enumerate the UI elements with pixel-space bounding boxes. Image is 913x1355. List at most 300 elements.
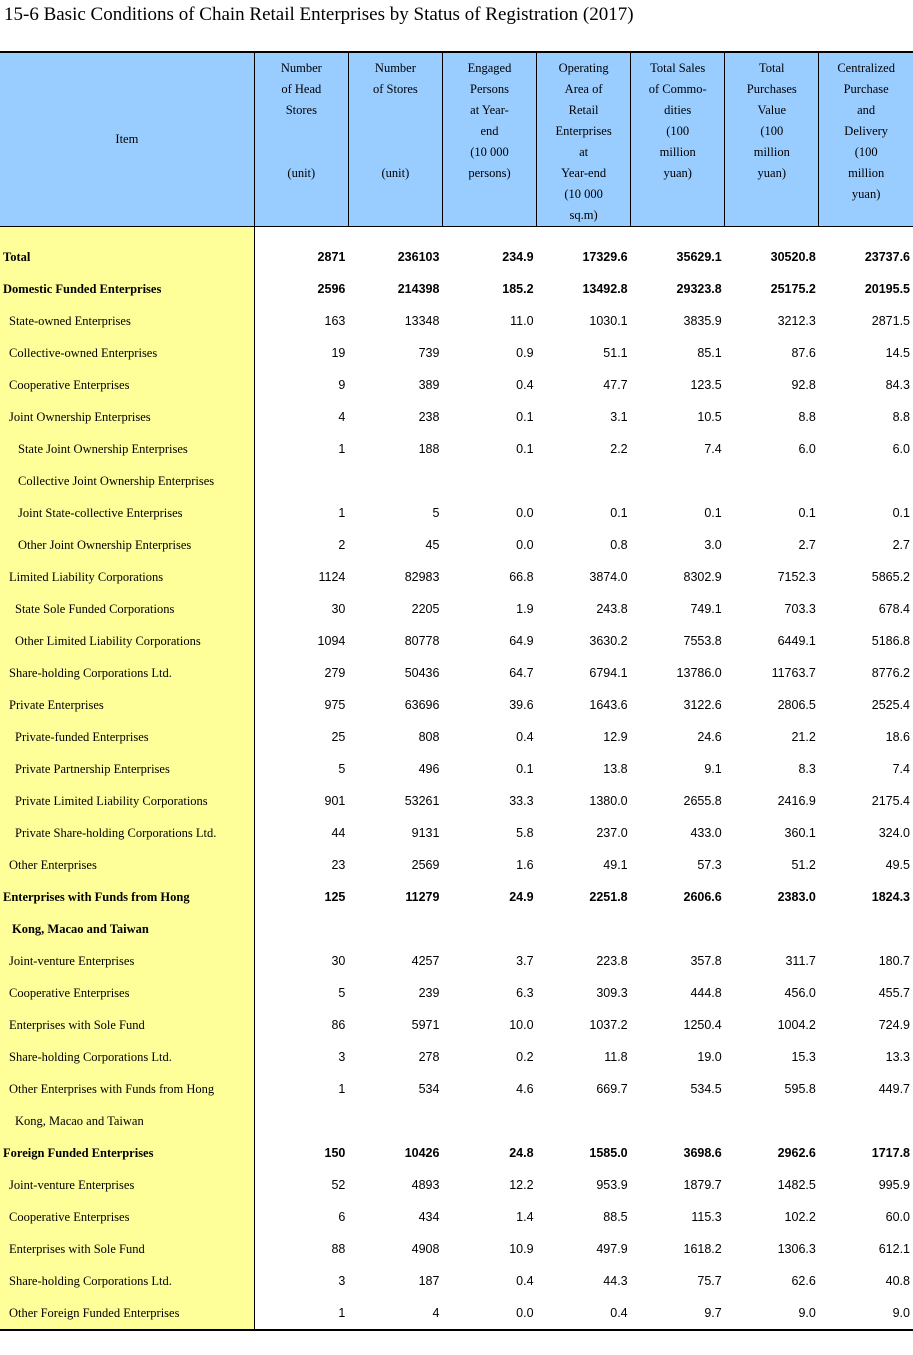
- row-label: Enterprises with Funds from Hong: [0, 881, 254, 913]
- cell-value: 357.8: [690, 954, 722, 968]
- cell-value: 2596: [254, 273, 348, 305]
- row-label: Cooperative Enterprises: [0, 369, 254, 401]
- cell-value: 53261: [404, 794, 440, 808]
- table-row: [0, 561, 913, 593]
- header-line: (100: [666, 124, 690, 138]
- data-table: [0, 51, 913, 1331]
- cell-value: 30520.8: [770, 250, 816, 264]
- row-label: Share-holding Corporations Ltd.: [0, 1265, 254, 1297]
- cell-value: 3122.6: [683, 698, 722, 712]
- header-line: Purchases: [746, 82, 797, 96]
- cell-value: 0.8: [610, 538, 628, 552]
- cell-value: 1306.3: [777, 1242, 816, 1256]
- cell-value: [537, 465, 631, 497]
- cell-value: 669.7: [596, 1082, 628, 1096]
- cell-value: 51.1: [603, 346, 628, 360]
- header-line: yuan): [663, 166, 692, 180]
- cell-value: 13.3: [885, 1050, 910, 1064]
- cell-value: [725, 1105, 819, 1137]
- row-label: Private Enterprises: [0, 689, 254, 721]
- cell-value: 2.7: [798, 538, 816, 552]
- cell-value: 84.3: [885, 378, 910, 392]
- cell-value: 360.1: [784, 826, 816, 840]
- cell-value: 901: [254, 785, 348, 817]
- cell-value: 2.2: [610, 442, 628, 456]
- table-row: [0, 977, 913, 1009]
- cell-value: 975: [254, 689, 348, 721]
- row-label: Share-holding Corporations Ltd.: [0, 1041, 254, 1073]
- cell-value: 3630.2: [589, 634, 628, 648]
- cell-value: 49.1: [603, 858, 628, 872]
- cell-value: 19: [254, 337, 348, 369]
- cell-value: [537, 1105, 631, 1137]
- row-label: Total: [0, 241, 254, 273]
- cell-value: 24.9: [509, 890, 534, 904]
- cell-value: 8.8: [798, 410, 816, 424]
- cell-value: 703.3: [784, 602, 816, 616]
- cell-value: 1380.0: [589, 794, 628, 808]
- cell-value: 0.1: [516, 410, 534, 424]
- cell-value: 0.1: [516, 762, 534, 776]
- cell-value: 0.0: [442, 1297, 536, 1330]
- cell-value: 23: [254, 849, 348, 881]
- cell-value: 1037.2: [589, 1018, 628, 1032]
- table-row: [0, 305, 913, 337]
- header-line: at Year-: [470, 103, 509, 117]
- cell-value: 1: [254, 1073, 348, 1105]
- cell-value: 8776.2: [871, 666, 910, 680]
- header-line: (10 000: [470, 145, 509, 159]
- cell-value: 6.3: [516, 986, 534, 1000]
- header-line: persons): [468, 166, 511, 180]
- table-row: [0, 337, 913, 369]
- cell-value: 1824.3: [871, 890, 910, 904]
- cell-value: 2251.8: [589, 890, 628, 904]
- cell-value: 3874.0: [589, 570, 628, 584]
- cell-value: 163: [254, 305, 348, 337]
- cell-value: 1124: [254, 561, 348, 593]
- cell-value: 62.6: [791, 1274, 816, 1288]
- cell-value: 1585.0: [589, 1146, 628, 1160]
- cell-value: 25175.2: [770, 282, 816, 296]
- table-row: [0, 913, 913, 945]
- table-row: [0, 1201, 913, 1233]
- cell-value: 6.0: [798, 442, 816, 456]
- table-row: [0, 465, 913, 497]
- header-line: end: [480, 124, 499, 138]
- cell-value: 1: [254, 1297, 348, 1330]
- cell-value: 1.6: [516, 858, 534, 872]
- cell-value: 45: [425, 538, 440, 552]
- row-label: State Joint Ownership Enterprises: [0, 433, 254, 465]
- cell-value: 1030.1: [589, 314, 628, 328]
- row-label: Private-funded Enterprises: [0, 721, 254, 753]
- cell-value: 49.5: [885, 858, 910, 872]
- header-col-6: [819, 52, 913, 227]
- cell-value: 497.9: [596, 1242, 628, 1256]
- cell-value: 1643.6: [589, 698, 628, 712]
- cell-value: 1482.5: [777, 1178, 816, 1192]
- header-line: yuan): [851, 187, 881, 201]
- header-line: Total: [759, 61, 785, 75]
- cell-value: 50436: [404, 666, 440, 680]
- header-line: Centralized: [837, 61, 895, 75]
- header-line: million: [659, 145, 696, 159]
- header-col-0: [254, 52, 348, 227]
- cell-value: 0.4: [516, 730, 534, 744]
- cell-value: 123.5: [690, 378, 722, 392]
- header-line: [257, 121, 346, 142]
- header-line: Number: [374, 61, 416, 75]
- row-label: Other Joint Ownership Enterprises: [0, 529, 254, 561]
- cell-value: 1: [254, 497, 348, 529]
- cell-value: [442, 1105, 536, 1137]
- cell-value: 23737.6: [864, 250, 910, 264]
- cell-value: [631, 465, 725, 497]
- cell-value: 7152.3: [777, 570, 816, 584]
- cell-value: 13.8: [603, 762, 628, 776]
- header-line: Area of: [564, 82, 603, 96]
- table-row: [0, 945, 913, 977]
- header-line: of Commo-: [648, 82, 707, 96]
- table-row: [0, 849, 913, 881]
- header-line: Persons: [470, 82, 509, 96]
- table-row: [0, 241, 913, 273]
- cell-value: 18.6: [885, 730, 910, 744]
- cell-value: 455.7: [878, 986, 910, 1000]
- table-row: [0, 1137, 913, 1169]
- cell-value: [725, 913, 819, 945]
- table-row: [0, 497, 913, 529]
- cell-value: 12.9: [603, 730, 628, 744]
- cell-value: 30: [254, 945, 348, 977]
- cell-value: 5: [432, 506, 440, 520]
- cell-value: 236103: [397, 250, 440, 264]
- spacer-cell: [631, 227, 725, 242]
- header-col-3: [537, 52, 631, 227]
- row-label: Cooperative Enterprises: [0, 1201, 254, 1233]
- cell-value: 10426: [404, 1146, 440, 1160]
- row-label: Other Foreign Funded Enterprises: [0, 1297, 254, 1330]
- row-label: Joint-venture Enterprises: [0, 1169, 254, 1201]
- header-line: Total Sales: [650, 61, 706, 75]
- table-body: [0, 227, 913, 1331]
- cell-value: 389: [418, 378, 440, 392]
- cell-value: 739: [418, 346, 440, 360]
- cell-value: 234.9: [502, 250, 534, 264]
- cell-value: [442, 913, 536, 945]
- table-row: [0, 817, 913, 849]
- cell-value: 278: [418, 1050, 440, 1064]
- header-line: (unit): [287, 166, 316, 180]
- spacer-cell: [0, 227, 254, 242]
- cell-value: 52: [254, 1169, 348, 1201]
- cell-value: 456.0: [784, 986, 816, 1000]
- cell-value: 180.7: [878, 954, 910, 968]
- cell-value: 2175.4: [871, 794, 910, 808]
- cell-value: 2569: [411, 858, 440, 872]
- cell-value: 2383.0: [777, 890, 816, 904]
- cell-value: 2871: [254, 241, 348, 273]
- cell-value: 51.2: [791, 858, 816, 872]
- cell-value: 223.8: [596, 954, 628, 968]
- cell-value: 10.0: [509, 1018, 534, 1032]
- cell-value: [254, 1105, 348, 1137]
- row-label: Joint State-collective Enterprises: [0, 497, 254, 529]
- cell-value: 6.0: [892, 442, 910, 456]
- cell-value: 0.4: [537, 1297, 631, 1330]
- cell-value: 57.3: [697, 858, 722, 872]
- cell-value: 534: [418, 1082, 440, 1096]
- header-line: [351, 142, 440, 163]
- row-label: Kong, Macao and Taiwan: [0, 913, 254, 945]
- row-label: Collective Joint Ownership Enterprises: [0, 465, 254, 497]
- row-label: Foreign Funded Enterprises: [0, 1137, 254, 1169]
- cell-value: 9131: [411, 826, 440, 840]
- cell-value: 2606.6: [683, 890, 722, 904]
- cell-value: 6449.1: [777, 634, 816, 648]
- spacer-cell: [725, 227, 819, 242]
- table-row: [0, 1169, 913, 1201]
- header-line: [351, 100, 440, 121]
- cell-value: 102.2: [784, 1210, 816, 1224]
- cell-value: 324.0: [878, 826, 910, 840]
- cell-value: 237.0: [596, 826, 628, 840]
- cell-value: 5: [254, 977, 348, 1009]
- cell-value: 33.3: [509, 794, 534, 808]
- table-row: [0, 785, 913, 817]
- header-line: million: [848, 166, 885, 180]
- cell-value: 11763.7: [771, 666, 816, 680]
- cell-value: 279: [254, 657, 348, 689]
- cell-value: 1250.4: [683, 1018, 722, 1032]
- cell-value: 5.8: [516, 826, 534, 840]
- cell-value: 1004.2: [777, 1018, 816, 1032]
- cell-value: 612.1: [878, 1242, 910, 1256]
- cell-value: 0.9: [516, 346, 534, 360]
- cell-value: 2416.9: [777, 794, 816, 808]
- header-line: (100: [854, 145, 878, 159]
- row-label: Share-holding Corporations Ltd.: [0, 657, 254, 689]
- cell-value: 1717.8: [871, 1146, 910, 1160]
- table-row: [0, 689, 913, 721]
- cell-value: 0.1: [610, 506, 628, 520]
- header-line: [257, 142, 346, 163]
- header-line: Retail: [568, 103, 599, 117]
- cell-value: 9: [254, 369, 348, 401]
- cell-value: 3698.6: [683, 1146, 722, 1160]
- cell-value: 60.0: [885, 1210, 910, 1224]
- cell-value: [348, 1105, 442, 1137]
- cell-value: [819, 1105, 913, 1137]
- cell-value: 8302.9: [683, 570, 722, 584]
- row-label: Kong, Macao and Taiwan: [0, 1105, 254, 1137]
- table-row: [0, 529, 913, 561]
- cell-value: 3212.3: [777, 314, 816, 328]
- row-label: Other Enterprises: [0, 849, 254, 881]
- cell-value: 7553.8: [683, 634, 722, 648]
- cell-value: 7.4: [704, 442, 722, 456]
- cell-value: 4: [348, 1297, 442, 1330]
- table-row: [0, 721, 913, 753]
- header-line: Stores: [285, 103, 317, 117]
- spacer-row: [0, 227, 913, 242]
- row-label: Joint Ownership Enterprises: [0, 401, 254, 433]
- cell-value: 47.7: [603, 378, 628, 392]
- header-line: Delivery: [844, 124, 889, 138]
- cell-value: 1094: [254, 625, 348, 657]
- cell-value: 3.0: [704, 538, 722, 552]
- table-row: [0, 1233, 913, 1265]
- cell-value: 8.8: [892, 410, 910, 424]
- cell-value: 3: [254, 1265, 348, 1297]
- cell-value: 0.2: [516, 1050, 534, 1064]
- cell-value: 3.7: [516, 954, 534, 968]
- cell-value: 63696: [404, 698, 440, 712]
- cell-value: 5: [254, 753, 348, 785]
- cell-value: 4908: [411, 1242, 440, 1256]
- cell-value: 88.5: [603, 1210, 628, 1224]
- header-row: [0, 52, 913, 227]
- cell-value: [819, 913, 913, 945]
- table-row: [0, 1265, 913, 1297]
- cell-value: 9.0: [725, 1297, 819, 1330]
- cell-value: 3.1: [610, 410, 628, 424]
- cell-value: 44.3: [603, 1274, 628, 1288]
- cell-value: 30: [254, 593, 348, 625]
- header-line: dities: [664, 103, 692, 117]
- cell-value: 44: [254, 817, 348, 849]
- cell-value: 749.1: [690, 602, 722, 616]
- cell-value: 0.0: [516, 506, 534, 520]
- cell-value: 5865.2: [871, 570, 910, 584]
- header-col-4: [631, 52, 725, 227]
- row-label: Limited Liability Corporations: [0, 561, 254, 593]
- cell-value: [254, 465, 348, 497]
- header-item: Item: [0, 52, 254, 227]
- header-line: and: [857, 103, 876, 117]
- cell-value: 125: [254, 881, 348, 913]
- cell-value: 85.1: [697, 346, 722, 360]
- row-label: Private Share-holding Corporations Ltd.: [0, 817, 254, 849]
- spacer-cell: [442, 227, 536, 242]
- cell-value: 238: [418, 410, 440, 424]
- spacer-cell: [819, 227, 913, 242]
- table-row: [0, 273, 913, 305]
- header-line: of Head: [281, 82, 322, 96]
- cell-value: 678.4: [878, 602, 910, 616]
- cell-value: 2655.8: [683, 794, 722, 808]
- table-row: [0, 881, 913, 913]
- cell-value: 66.8: [509, 570, 534, 584]
- table-row: [0, 625, 913, 657]
- spacer-cell: [348, 227, 442, 242]
- row-label: State-owned Enterprises: [0, 305, 254, 337]
- cell-value: 86: [254, 1009, 348, 1041]
- cell-value: 24.8: [509, 1146, 534, 1160]
- header-line: yuan): [757, 166, 787, 180]
- cell-value: 0.1: [798, 506, 816, 520]
- table-header: [0, 52, 913, 227]
- row-label: Private Limited Liability Corporations: [0, 785, 254, 817]
- row-label: Cooperative Enterprises: [0, 977, 254, 1009]
- cell-value: 4.6: [516, 1082, 534, 1096]
- cell-value: 40.8: [885, 1274, 910, 1288]
- header-line: Enterprises: [555, 124, 612, 138]
- cell-value: 243.8: [596, 602, 628, 616]
- table-row: [0, 1297, 913, 1330]
- cell-value: 724.9: [878, 1018, 910, 1032]
- cell-value: 20195.5: [864, 282, 910, 296]
- cell-value: [537, 913, 631, 945]
- spacer-cell: [537, 227, 631, 242]
- cell-value: [254, 913, 348, 945]
- cell-value: [725, 465, 819, 497]
- header-line: Number: [280, 61, 322, 75]
- cell-value: 4893: [411, 1178, 440, 1192]
- header-line: (10 000: [564, 187, 603, 201]
- cell-value: 188: [418, 442, 440, 456]
- cell-value: 2525.4: [871, 698, 910, 712]
- header-line: (100: [760, 124, 784, 138]
- cell-value: 64.9: [509, 634, 534, 648]
- cell-value: 11.0: [510, 314, 534, 328]
- cell-value: 6794.1: [589, 666, 628, 680]
- header-col-5: [725, 52, 819, 227]
- cell-value: 11279: [405, 890, 440, 904]
- cell-value: 2205: [411, 602, 440, 616]
- table-row: [0, 1105, 913, 1137]
- header-col-2: [442, 52, 536, 227]
- row-label: Other Enterprises with Funds from Hong: [0, 1073, 254, 1105]
- cell-value: 19.0: [697, 1050, 722, 1064]
- cell-value: 185.2: [502, 282, 534, 296]
- cell-value: 12.2: [509, 1178, 534, 1192]
- row-label: Domestic Funded Enterprises: [0, 273, 254, 305]
- header-line: (unit): [381, 166, 410, 180]
- cell-value: [631, 913, 725, 945]
- cell-value: 6: [254, 1201, 348, 1233]
- cell-value: 496: [418, 762, 440, 776]
- cell-value: 2962.6: [777, 1146, 816, 1160]
- cell-value: 15.3: [791, 1050, 816, 1064]
- cell-value: 1: [254, 433, 348, 465]
- header-line: sq.m): [569, 208, 598, 222]
- cell-value: 1879.7: [683, 1178, 722, 1192]
- cell-value: 4257: [411, 954, 440, 968]
- cell-value: 3: [254, 1041, 348, 1073]
- cell-value: [631, 1105, 725, 1137]
- cell-value: 953.9: [596, 1178, 628, 1192]
- spacer-cell: [254, 227, 348, 242]
- cell-value: 0.1: [516, 442, 534, 456]
- cell-value: [819, 465, 913, 497]
- cell-value: 995.9: [878, 1178, 910, 1192]
- cell-value: 13492.8: [582, 282, 628, 296]
- cell-value: 2871.5: [871, 314, 910, 328]
- table-row: [0, 753, 913, 785]
- cell-value: 433.0: [690, 826, 722, 840]
- cell-value: 0.4: [516, 1274, 534, 1288]
- table-row: [0, 401, 913, 433]
- cell-value: 82983: [404, 570, 440, 584]
- table-row: [0, 369, 913, 401]
- cell-value: 0.1: [704, 506, 722, 520]
- cell-value: 87.6: [791, 346, 816, 360]
- table-row: [0, 433, 913, 465]
- header-line: Engaged: [467, 61, 512, 75]
- cell-value: 449.7: [878, 1082, 910, 1096]
